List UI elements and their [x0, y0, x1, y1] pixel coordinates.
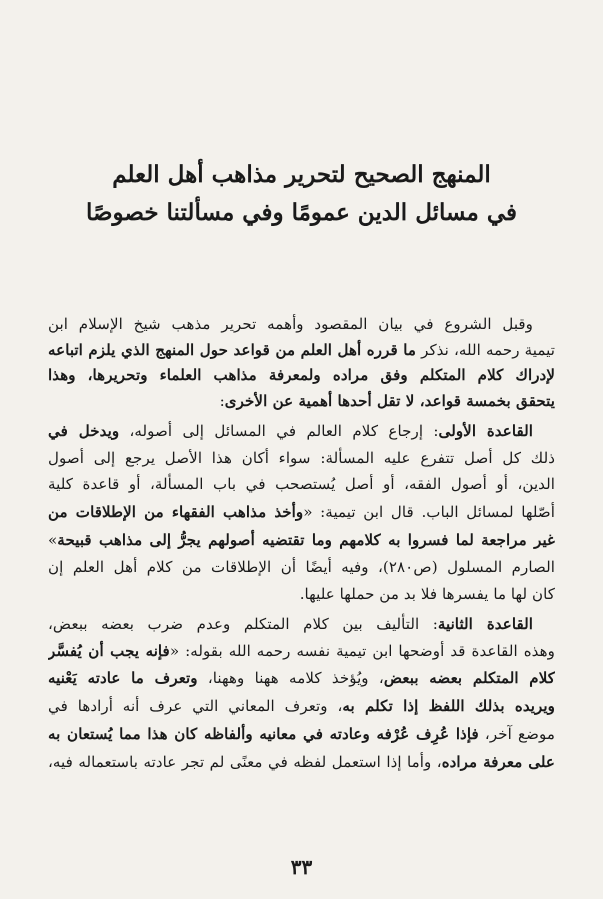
text-run: أصّلها لمسائل الباب. قال ابن تيمية: « [303, 503, 555, 521]
bold-text: القاعدة الأولى [438, 422, 533, 440]
text-run: ، وأما إذا استعمل لفظه في معنًى لم تجر عادته باستعماله فيه، [48, 753, 442, 771]
body-line [48, 582, 555, 606]
text-run: : [219, 392, 225, 410]
bold-text: كلام المتكلم بعضه ببعض [383, 669, 555, 687]
page-number: ٣٣ [290, 855, 313, 879]
text-run: كان لها ما يفسرها فلا بد من حملها عليها. [299, 585, 555, 603]
bold-text: فإنه يجب أن يُفسَّر [48, 642, 170, 660]
body-line [48, 750, 555, 774]
bold-text: ويدخل في [48, 422, 120, 440]
text-run: ، ويُؤخذ كلامه ههنا وههنا، [197, 669, 384, 687]
bold-text: على معرفة مراده [441, 753, 555, 771]
bold-text: ما قرره أهل العلم من قواعد حول المنهج الذي يلزم اتباعه [48, 341, 416, 359]
text-run: وقبل الشروع في بيان المقصود وأهمه تحرير مذهب شيخ الإسلام ابن [48, 315, 533, 333]
body-line [48, 389, 555, 413]
text-run: : إرجاع كلام العالم في المسائل إلى أصوله، [119, 422, 439, 440]
text-run: » [48, 531, 58, 549]
heading-line-1: المنهج الصحيح لتحرير مذاهب أهل العلم [112, 161, 491, 188]
text-run: ذلك كل أصل تتفرع عليه المسألة: سواء أكان هذا الأصل يرجع إلى أصول [48, 449, 555, 467]
text-run: : التأليف بين كلام المتكلم وعدم ضرب بعضه ببعض، [48, 615, 438, 633]
bold-text: فإذا عُرِف عُرْفه وعادته في معانيه وألفاظه كان هذا مما يُستعان به [48, 725, 479, 743]
body-line [48, 363, 555, 387]
text-run: الصارم المسلول (ص٢٨٠)، وفيه أيضًا أن الإطلاقات من كلام أهل العلم إن [48, 558, 555, 576]
body-line [48, 500, 555, 524]
body-line [48, 555, 555, 579]
text-run: موضع آخر، [478, 725, 555, 743]
bold-text: يتحقق بخمسة قواعد، لا تقل أحدها أهمية عن الأخرى [224, 392, 555, 410]
text-run: الدين، أو أصول الفقه، أو أصل يُستصحب في باب المسألة، أو قاعدة كلية [48, 475, 555, 493]
text-run: وهذه القاعدة قد أوضحها ابن تيمية نفسه رحمه الله بقوله: « [169, 642, 555, 660]
body-line [48, 528, 555, 552]
body-line [48, 446, 555, 470]
body-line [48, 472, 555, 496]
body-line [48, 666, 555, 690]
body-line [48, 419, 555, 443]
body-line [48, 694, 555, 718]
bold-text: ويريده بذلك اللفظ إذا تكلم به [342, 697, 555, 715]
bold-text: لإدراك كلام المتكلم وفق مراده ولمعرفة مذاهب العلماء وتحريرها، وهذا [48, 366, 555, 384]
body-line [48, 612, 555, 636]
text-run: تيمية رحمه الله، نذكر [416, 341, 555, 359]
heading-line-2: في مسائل الدين عمومًا وفي مسألتنا خصوصًا [85, 199, 518, 226]
body-line [48, 338, 555, 362]
text-run: ، وتعرف المعاني التي عرف أنه أرادها في [48, 697, 343, 715]
body-line [48, 312, 555, 336]
bold-text: وأخذ مذاهب الفقهاء من الإطلاقات من [48, 503, 304, 521]
bold-text: غير مراجعة لما فسروا به كلامهم وما تقتضيه أصولهم يجرُّ إلى مذاهب قبيحة [57, 531, 555, 549]
bold-text: وتعرف ما عادته يَعْنيه [48, 669, 198, 687]
bold-text: القاعدة الثانية [437, 615, 533, 633]
body-line [48, 722, 555, 746]
body-line [48, 639, 555, 663]
